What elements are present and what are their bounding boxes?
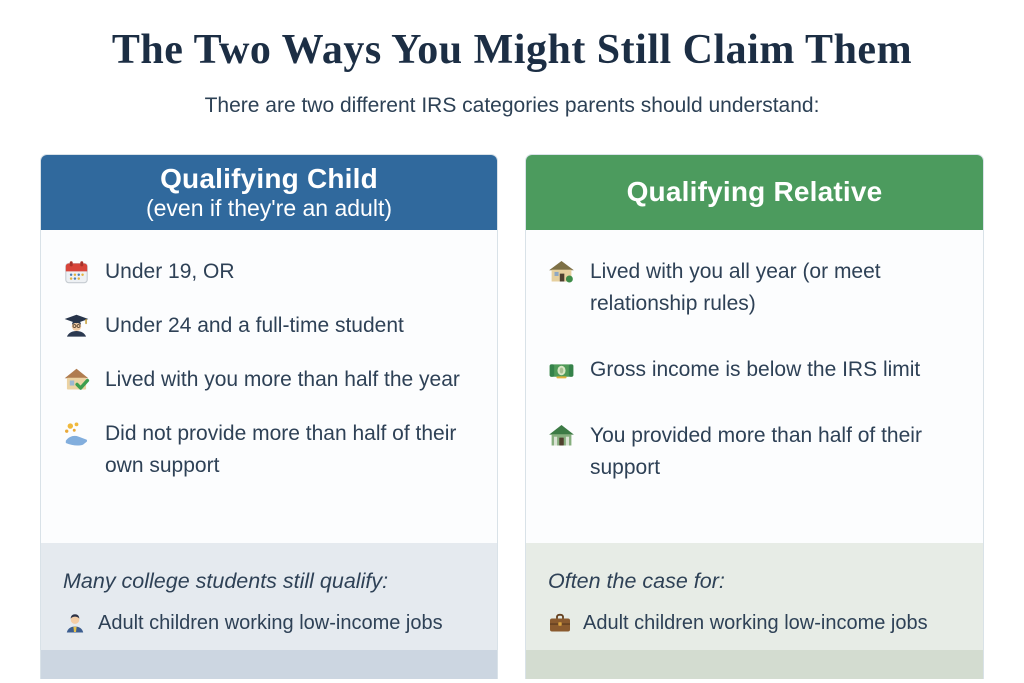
qualifying-relative-header: [525, 154, 984, 230]
calendar-icon: [63, 259, 90, 286]
graduate-icon: [63, 313, 90, 340]
house-icon: [548, 259, 575, 286]
worker-icon: [63, 611, 87, 635]
list-item-text: Under 24 and a full-time student: [105, 314, 404, 337]
qualifying-relative-list: [526, 230, 983, 543]
comparison-cards: [40, 154, 984, 679]
list-item: [548, 354, 959, 386]
footer-lead: Often the case for:: [548, 569, 725, 593]
footer-item-text: Adult children working low-income jobs: [583, 611, 928, 634]
list-item: [548, 420, 959, 484]
list-item-text: Lived with you all year (or meet relationship rules): [590, 260, 881, 315]
footer-item: [548, 611, 961, 635]
card-title: Qualifying Relative: [626, 176, 883, 207]
infographic-page: [0, 26, 1024, 679]
footer-item-text: Adult children working low-income jobs: [98, 611, 443, 634]
qualifying-relative-card: [525, 154, 984, 679]
list-item-text: Under 19, OR: [105, 260, 235, 283]
list-item: [63, 364, 473, 396]
footer-item: [63, 611, 475, 635]
list-item-text: Did not provide more than half of their own support: [105, 422, 457, 477]
briefcase-icon: [548, 611, 572, 635]
footer-lead: Many college students still qualify:: [63, 569, 389, 593]
list-item: [63, 256, 473, 288]
list-item-text: You provided more than half of their support: [590, 424, 922, 479]
list-item: [63, 310, 473, 342]
card-title: Qualifying Child: [160, 162, 378, 194]
qualifying-child-list: [41, 230, 497, 543]
hand-coins-icon: [63, 421, 90, 448]
qualifying-child-header: [40, 154, 498, 230]
list-item: [548, 256, 959, 320]
card-bottom-strip: [526, 650, 983, 679]
card-subtitle: (even if they're an adult): [145, 194, 393, 221]
page-subtitle: There are two different IRS categories parents should understand:: [204, 94, 820, 117]
qualifying-child-card: [40, 154, 498, 679]
money-icon: [548, 357, 575, 384]
list-item-text: Gross income is below the IRS limit: [590, 358, 921, 381]
list-item-text: Lived with you more than half the year: [105, 368, 460, 391]
green-house-icon: [548, 423, 575, 450]
card-bottom-strip: [41, 650, 497, 679]
page-title: The Two Ways You Might Still Claim Them: [111, 27, 913, 73]
house-check-icon: [63, 367, 90, 394]
list-item: [63, 418, 473, 482]
